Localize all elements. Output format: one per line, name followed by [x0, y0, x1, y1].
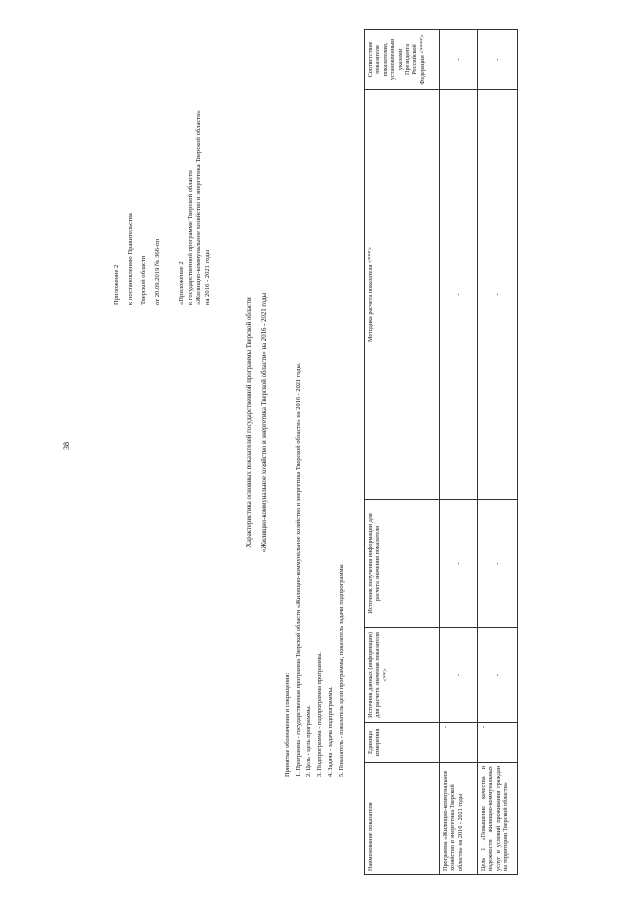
- appendix-program-block: [178, 110, 212, 305]
- notes-block: [283, 363, 347, 777]
- table-cell: -: [440, 500, 478, 628]
- header-cell: Соответствие показателя показателям, установленным указами Президента Российской Федерации <****>: [365, 30, 440, 90]
- header-cell: Методика расчета показателя <***>: [365, 90, 440, 500]
- notes-heading: Принятые обозначения и сокращения:: [284, 672, 291, 777]
- appendix-line: от 20.09.2019 № 366-пп: [153, 238, 161, 305]
- header-cell: Единица измерения: [365, 723, 440, 763]
- notes-item: 1. Программа - государственная программа Тверской области «Жилищно-коммунальное хозяйство и энергетика Тверской области» на 2016 - 2021 годы.: [294, 362, 302, 777]
- table-cell: Цель 1 «Повышение качества и надежности жилищно-коммунальных услуг и условий проживания граждан на территории Тверской области»: [478, 763, 518, 875]
- appendix-program-line: к государственной программе Тверской области: [186, 170, 194, 305]
- appendix-line: Тверской области: [140, 255, 147, 305]
- document-title: [245, 70, 269, 775]
- header-cell: Источник данных (информации) для расчета значения показателя <**>: [365, 628, 440, 723]
- header-cell: Источник получения информации для расчета значения показателя: [365, 500, 440, 628]
- appendix-program-line: «Жилищно-коммунальное хозяйство и энергетика Тверской области»: [195, 110, 202, 305]
- table-cell: -: [440, 723, 478, 763]
- title-line: «Жилищно-коммунальное хозяйство и энергетика Тверской области» на 2016 - 2021 годы: [261, 292, 268, 553]
- appendix-line: к постановлению Правительства: [126, 213, 134, 305]
- table-cell: -: [440, 90, 478, 500]
- appendix-program-line: на 2016 - 2021 годы: [203, 249, 211, 305]
- table-cell: -: [478, 30, 518, 90]
- header-cell: Наименование показателя: [365, 763, 440, 875]
- table-cell: -: [440, 30, 478, 90]
- table-cell: Программа «Жилищно-коммунальное хозяйство и энергетика Тверской области» на 2016 - 2021 годы: [440, 763, 478, 875]
- table-cell: -: [478, 628, 518, 723]
- indicators-table: [364, 29, 518, 875]
- table-header-row: [365, 30, 440, 875]
- notes-item: 3. Подпрограмма - подпрограмма программы.: [316, 651, 324, 777]
- table-cell: -: [440, 628, 478, 723]
- title-line: Характеристика основных показателей государственной программы Тверской области: [246, 297, 253, 548]
- appendix-block: [110, 213, 164, 305]
- appendix-line: Приложение 2: [113, 264, 120, 305]
- notes-item: 5. Показатель - показатель цели программы, показатель задачи подпрограммы: [337, 564, 345, 777]
- table-cell: -: [478, 500, 518, 628]
- table-cell: -: [478, 90, 518, 500]
- table-row: [478, 30, 518, 875]
- appendix-program-line: «Приложение 2: [178, 261, 185, 305]
- notes-item: 2. Цель - цель программы.: [305, 705, 313, 777]
- page-number: 38: [62, 442, 71, 450]
- table-cell: -: [478, 723, 518, 763]
- notes-item: 4. Задача - задача подпрограммы.: [326, 686, 334, 777]
- table-row: [440, 30, 478, 875]
